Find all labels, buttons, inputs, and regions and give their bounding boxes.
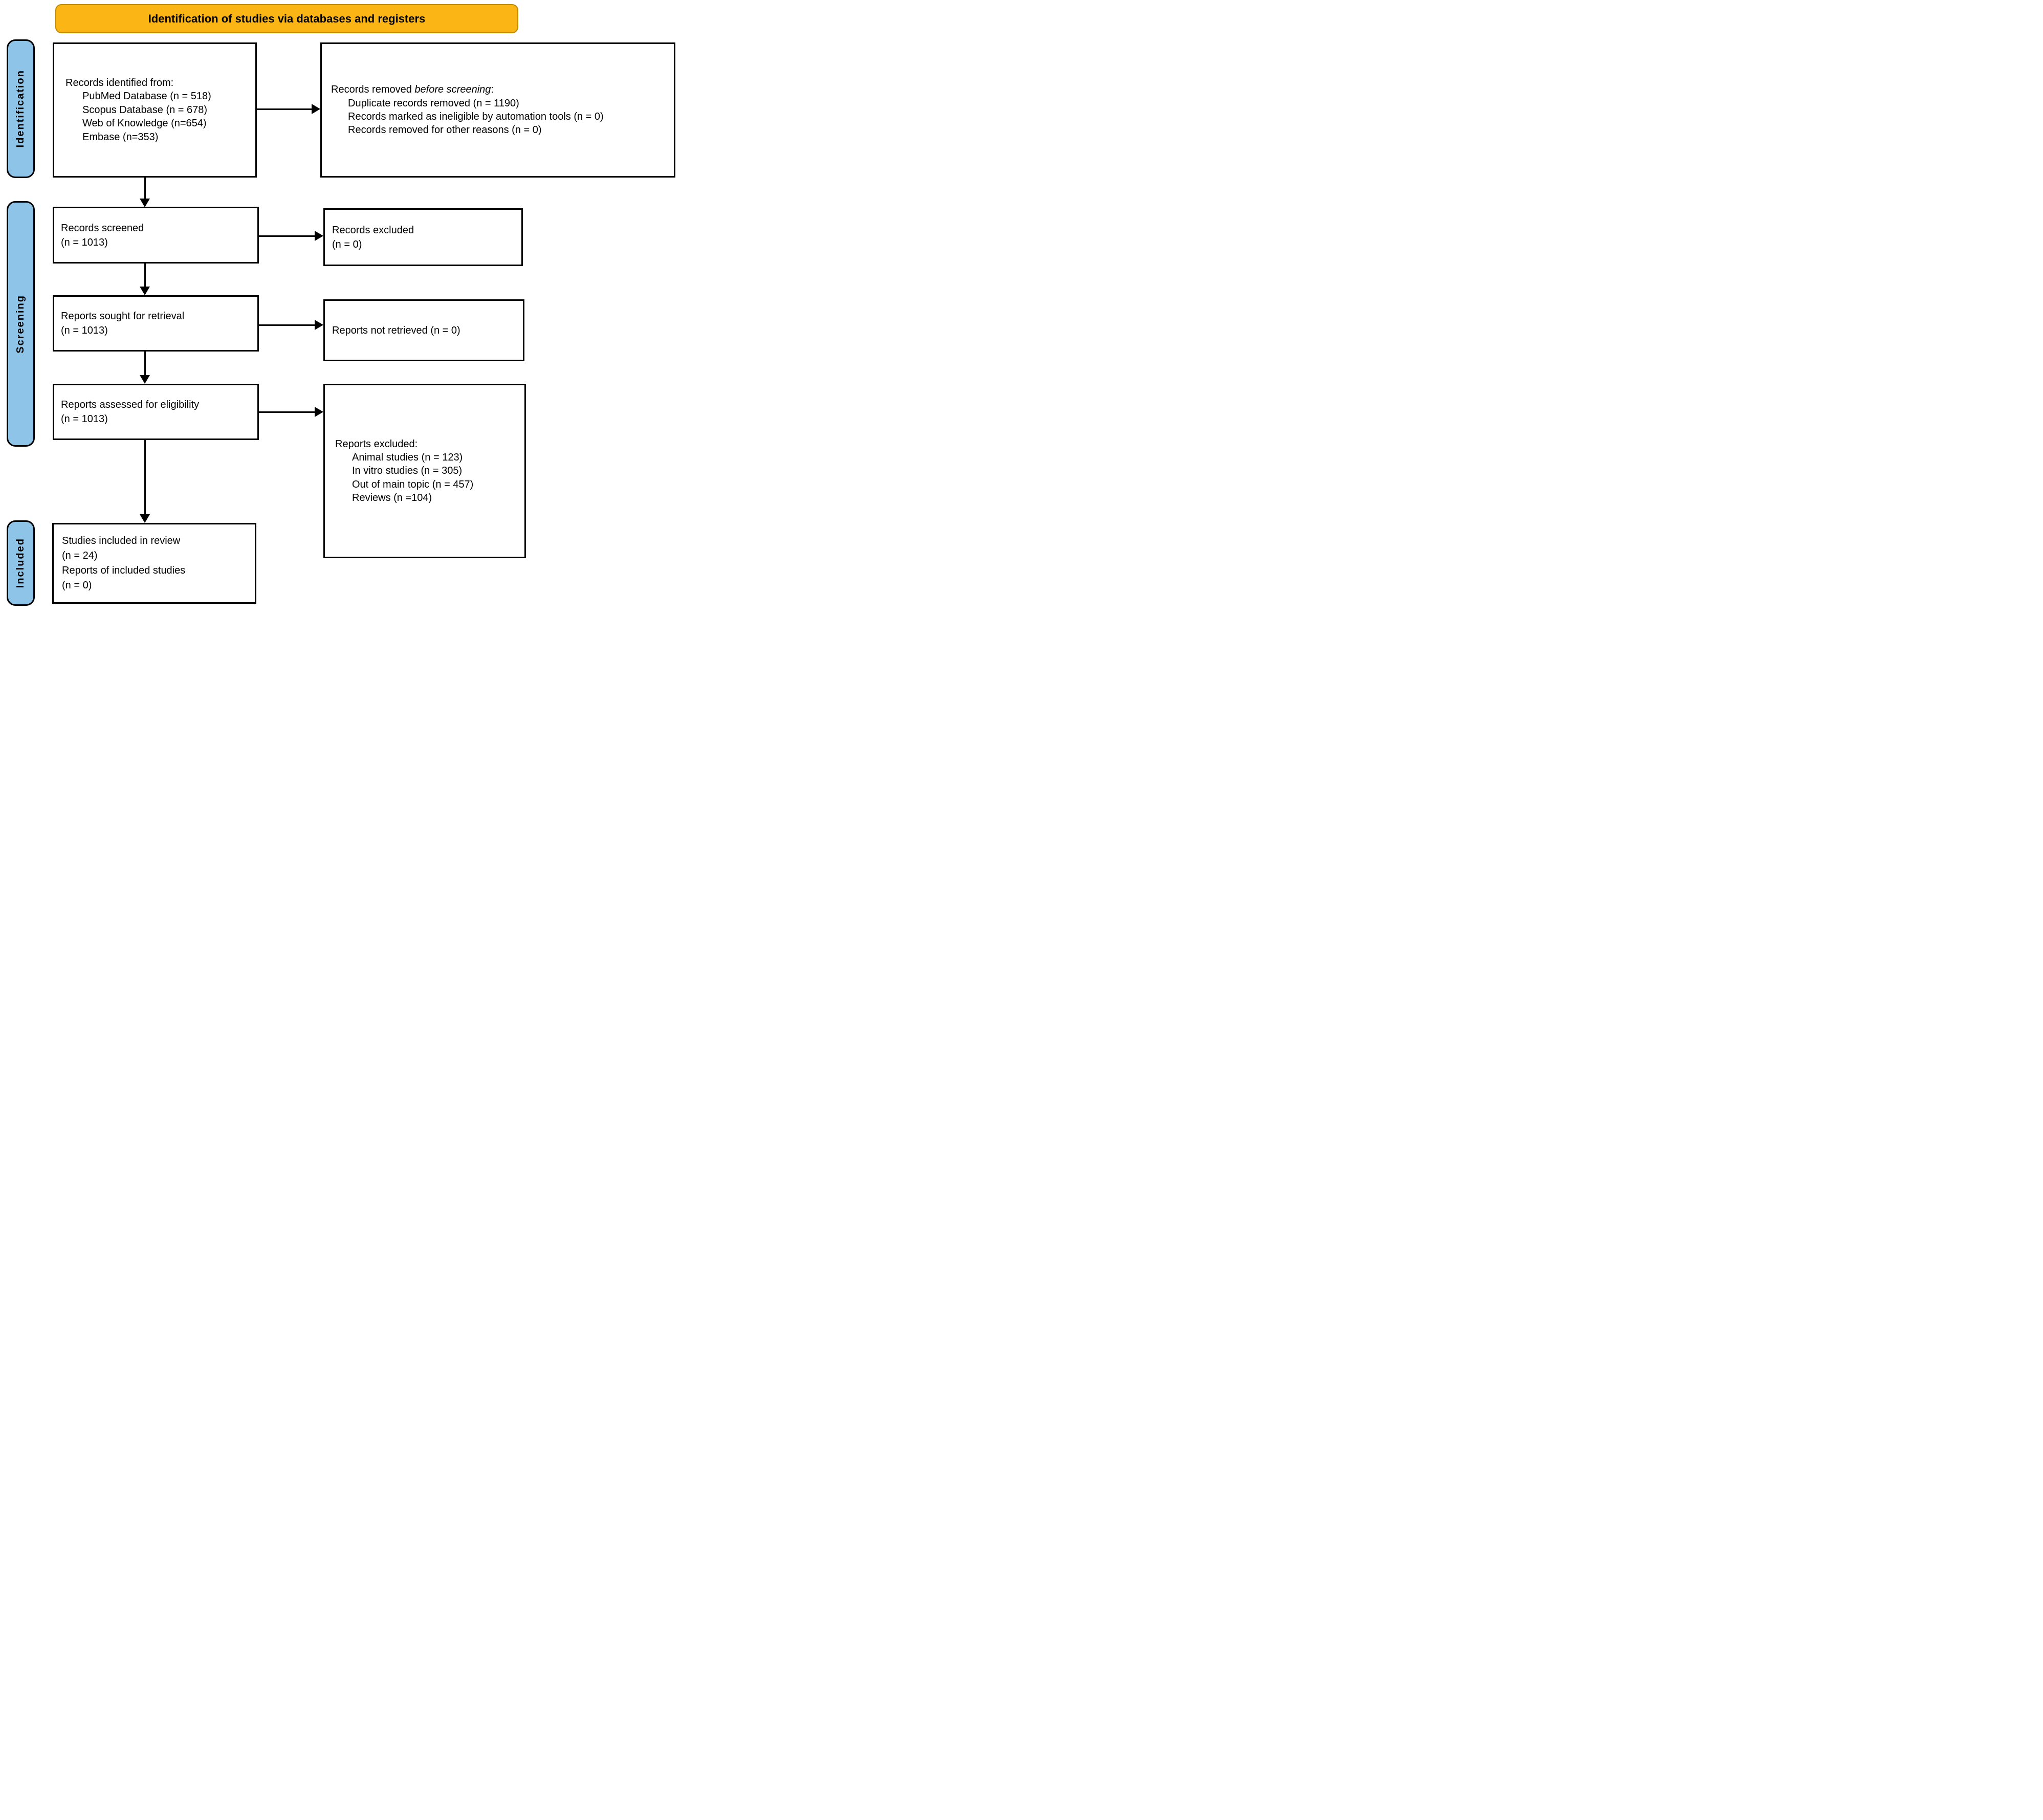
box-reports-sought: [53, 295, 259, 352]
box-records-removed-item: Records marked as ineligible by automation tools (n = 0): [348, 111, 604, 122]
box-studies-included-line: (n = 0): [62, 580, 92, 591]
arrowhead-right-icon: [312, 104, 320, 114]
box-records-removed-item: Duplicate records removed (n = 1190): [348, 97, 519, 109]
arrowhead-down-icon: [140, 375, 150, 384]
box-studies-included-line: Reports of included studies: [62, 565, 186, 576]
box-reports-sought-line: Reports sought for retrieval: [61, 311, 185, 322]
box-records-excluded-line: Records excluded: [332, 224, 414, 236]
box-records-removed-title-italic: before screening: [414, 84, 491, 96]
arrow-line: [259, 324, 315, 326]
arrowhead-right-icon: [315, 407, 323, 417]
box-records-identified-item: Embase (n=353): [82, 131, 159, 143]
stage-included: [7, 520, 35, 606]
arrow-line: [257, 108, 313, 110]
arrowhead-down-icon: [140, 287, 150, 295]
box-records-identified-item: PubMed Database (n = 518): [82, 91, 211, 102]
box-records-screened-line: (n = 1013): [61, 236, 108, 248]
box-reports-assessed: [53, 384, 259, 440]
title-banner: [55, 4, 518, 33]
box-records-excluded-line: (n = 0): [332, 238, 362, 250]
arrow-line: [144, 352, 146, 375]
box-records-removed-item: Records removed for other reasons (n = 0): [348, 124, 542, 136]
prisma-flow-diagram: [0, 0, 681, 607]
arrowhead-right-icon: [315, 320, 323, 330]
stage-screening: [7, 201, 35, 447]
stage-identification: [7, 39, 35, 178]
box-records-identified: [53, 42, 257, 178]
stage-included-label: Included: [15, 538, 26, 588]
arrow-line: [259, 411, 315, 413]
box-reports-excluded-title: Reports excluded:: [335, 438, 418, 450]
box-reports-excluded-item: Animal studies (n = 123): [352, 451, 463, 463]
box-records-identified-item: Web of Knowledge (n=654): [82, 118, 207, 129]
box-reports-assessed-line: Reports assessed for eligibility: [61, 399, 200, 410]
box-records-screened: [53, 207, 259, 264]
arrow-line: [144, 440, 146, 514]
box-records-removed: [320, 42, 675, 178]
stage-identification-label: Identification: [15, 70, 26, 148]
box-records-excluded: [323, 208, 523, 266]
box-studies-included-line: (n = 24): [62, 550, 98, 561]
box-reports-excluded-item: In vitro studies (n = 305): [352, 465, 463, 477]
stage-screening-label: Screening: [15, 294, 26, 354]
box-records-removed-title-prefix: Records removed: [331, 84, 415, 96]
box-studies-included-line: Studies included in review: [62, 535, 181, 546]
box-reports-not-retrieved-line: Reports not retrieved (n = 0): [332, 324, 460, 336]
box-reports-excluded-item: Out of main topic (n = 457): [352, 478, 474, 490]
box-reports-excluded: [323, 384, 526, 558]
box-reports-excluded-item: Reviews (n =104): [352, 492, 432, 504]
box-records-identified-item: Scopus Database (n = 678): [82, 104, 208, 116]
arrowhead-down-icon: [140, 514, 150, 523]
arrowhead-down-icon: [140, 199, 150, 207]
box-reports-not-retrieved: [323, 299, 524, 361]
arrow-line: [259, 235, 315, 237]
box-studies-included: [52, 523, 256, 604]
arrowhead-right-icon: [315, 231, 323, 241]
arrow-line: [144, 178, 146, 199]
title-banner-label: Identification of studies via databases and registers: [148, 12, 426, 25]
arrow-line: [144, 264, 146, 287]
box-records-removed-title-suffix: :: [491, 84, 494, 96]
box-records-identified-title: Records identified from:: [65, 77, 174, 89]
box-records-removed-title: [331, 83, 674, 96]
box-reports-sought-line: (n = 1013): [61, 325, 108, 336]
box-records-screened-line: Records screened: [61, 222, 144, 234]
box-reports-assessed-line: (n = 1013): [61, 413, 108, 425]
